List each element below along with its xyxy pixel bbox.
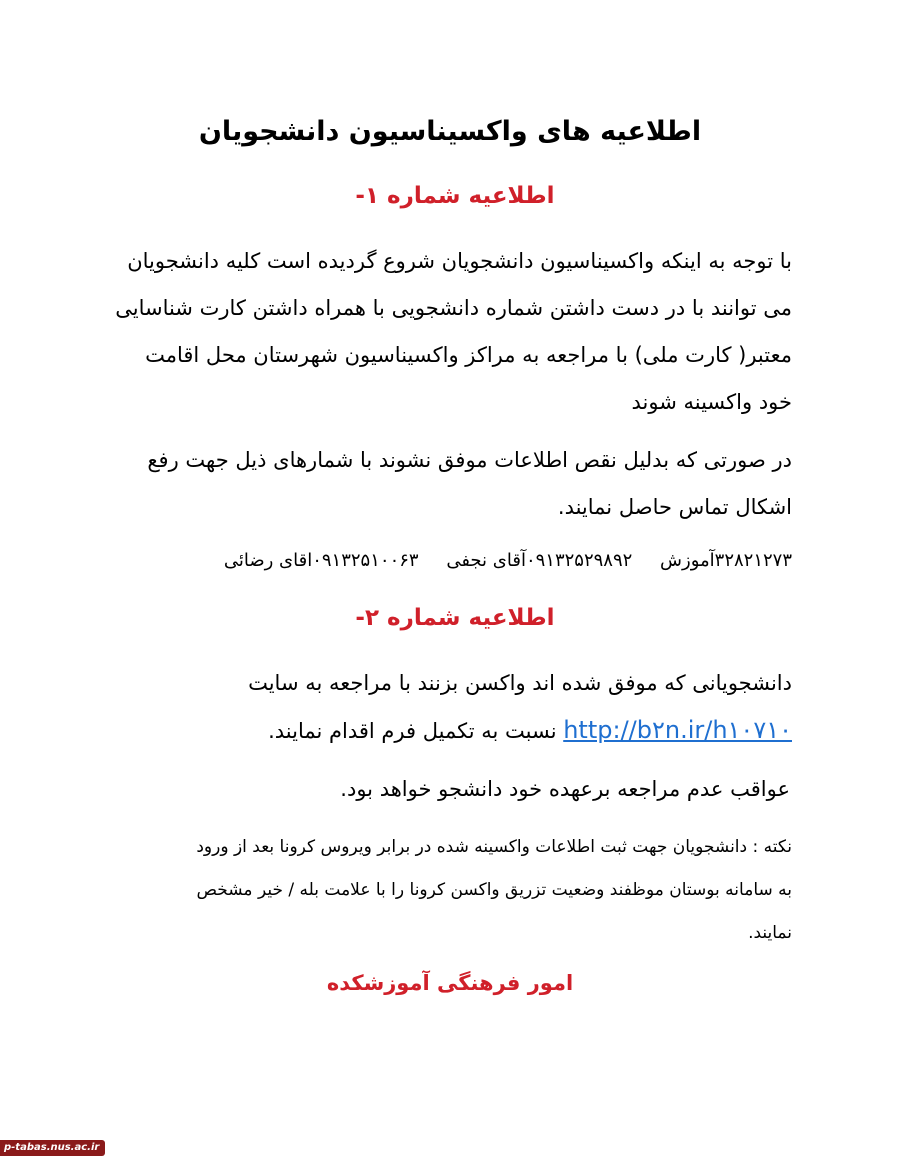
text-line: به سامانه بوستان موظفند وضعیت تزریق واکسن کرونا را با علامت بله / خیر مشخص: [196, 880, 792, 900]
contact-item: [224, 543, 419, 579]
text-line: در صورتی که بدلیل نقص اطلاعات موفق نشوند با شمارهای ذیل جهت رفع: [147, 448, 792, 472]
contact-name: اقای رضائی: [223, 550, 313, 571]
text-line: با توجه به اینکه واکسیناسیون دانشجویان شروع گردیده است کلیه دانشجویان: [127, 249, 792, 273]
contact-name: آموزش: [660, 550, 715, 571]
contact-number: ۰۹۱۳۲۵۲۹۸۹۲: [525, 550, 633, 571]
link-followup-text: نسبت به تکمیل فرم اقدام نمایند.: [268, 719, 564, 743]
text-line: [102, 707, 792, 755]
contact-item: [446, 543, 632, 579]
signature: امور فرهنگی آموزشکده: [326, 971, 574, 995]
notice-1-paragraph: [102, 238, 792, 426]
contact-item: [660, 543, 792, 579]
text-line: اشکال تماس حاصل نمایند.: [557, 495, 792, 519]
notice-1-heading: اطلاعیه شماره ۱-: [355, 183, 555, 209]
notice-2-heading: اطلاعیه شماره ۲-: [355, 605, 555, 631]
text-line: خود واکسینه شوند: [631, 390, 792, 414]
page-title: اطلاعیه های واکسیناسیون دانشجویان: [198, 116, 702, 147]
text-line: عواقب عدم مراجعه برعهده خود دانشجو خواهد بود.: [340, 777, 790, 801]
contact-number: ۰۹۱۳۲۵۱۰۰۶۳: [312, 550, 419, 571]
text-line: دانشجویانی که موفق شده اند واکسن بزنند با مراجعه به سایت: [248, 671, 792, 695]
text-line: معتبر( کارت ملی) با مراجعه به مراکز واکسیناسیون شهرستان محل اقامت: [145, 343, 792, 367]
text-line: نمایند.: [748, 923, 792, 943]
contact-list: [102, 543, 792, 579]
registration-form-link[interactable]: http://b۲n.ir/h۱۰۷۱۰: [563, 716, 792, 744]
text-line: می توانند با در دست داشتن شماره دانشجویی با همراه داشتن کارت شناسایی: [115, 296, 792, 320]
notice-2-consequence: [100, 766, 790, 813]
notice-1-contact-instruction: [102, 437, 792, 531]
site-watermark: p-tabas.nus.ac.ir: [0, 1140, 105, 1156]
note-paragraph: [92, 826, 792, 955]
notice-2-paragraph: [102, 660, 792, 755]
contact-number: ۳۲۸۲۱۲۷۳: [714, 550, 792, 571]
contact-name: آقای نجفی: [446, 550, 526, 571]
text-line: نکته : دانشجویان جهت ثبت اطلاعات واکسینه شده در برابر ویروس کرونا بعد از ورود: [196, 837, 792, 857]
